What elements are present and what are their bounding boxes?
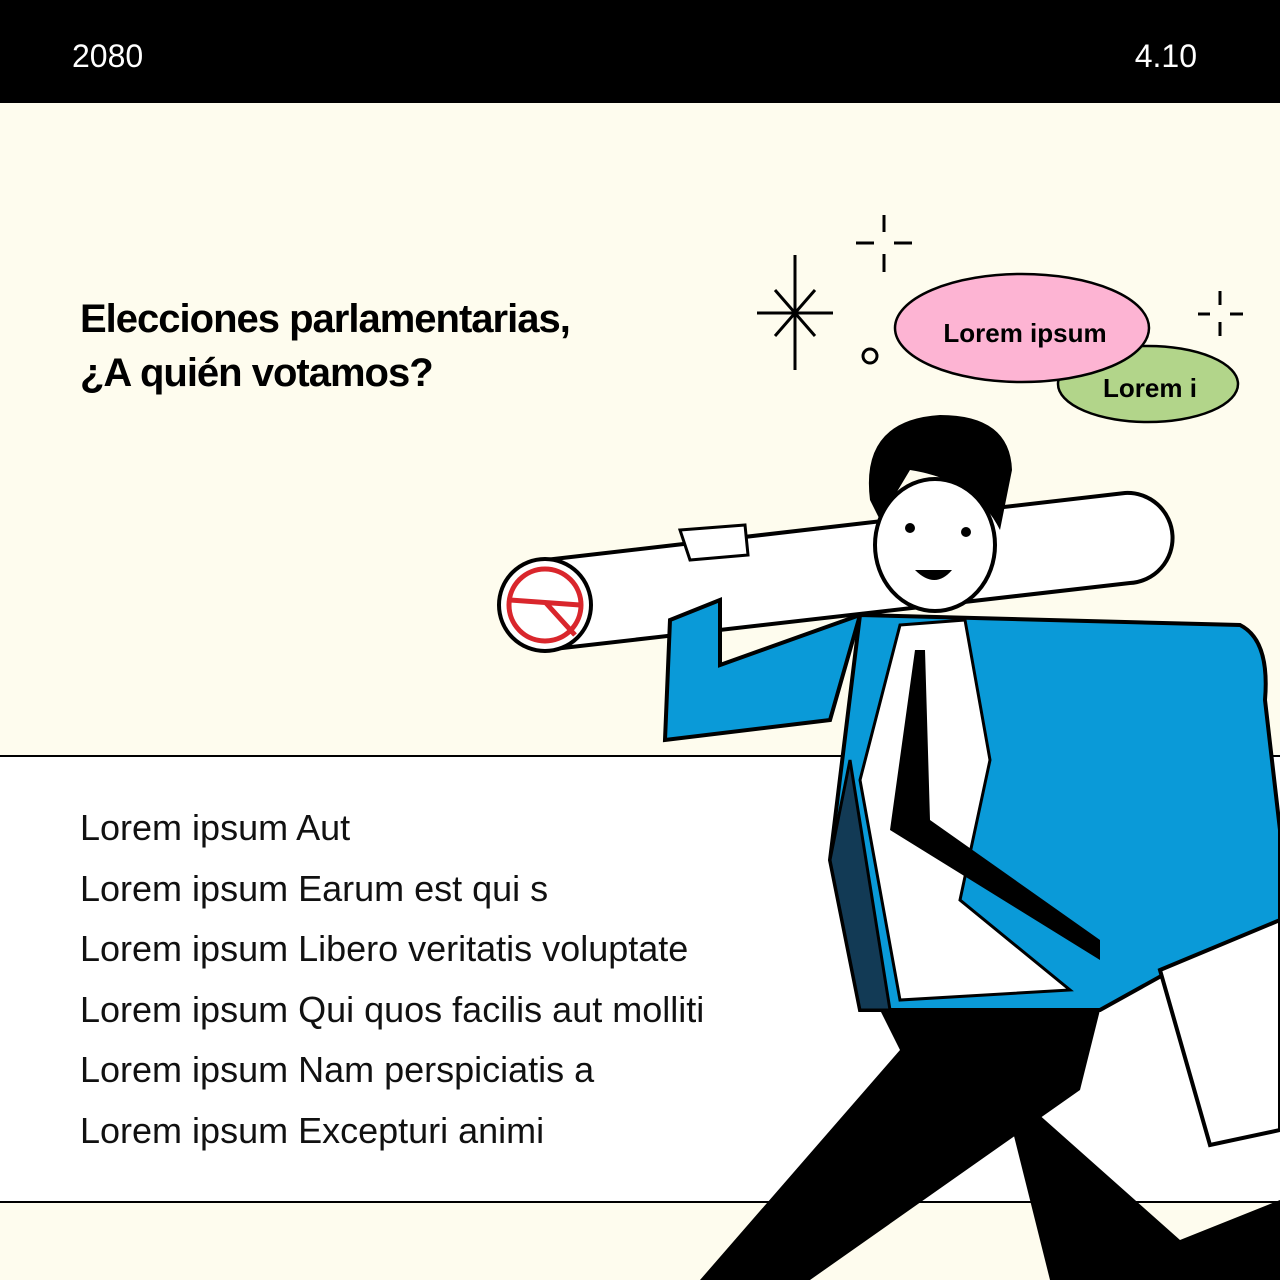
list-item: Lorem ipsum Libero veritatis voluptate: [80, 928, 689, 970]
list-item: Lorem ipsum Qui quos facilis aut molliti: [80, 988, 705, 1030]
list-item: Lorem ipsum Earum est qui s: [80, 867, 549, 909]
hand: [680, 525, 748, 560]
pink-bubble-label: Lorem ipsum: [943, 318, 1107, 348]
page-number: 4.10: [1134, 38, 1197, 74]
list-item: Lorem ipsum Aut: [80, 807, 351, 848]
year-label: 2080: [72, 38, 144, 74]
green-bubble-label: Lorem i: [1103, 373, 1197, 403]
eye: [961, 527, 971, 537]
title-line-1: Elecciones parlamentarias,: [80, 297, 570, 341]
list-item: Lorem ipsum Nam perspiciatis a: [80, 1049, 595, 1091]
title-line-2: ¿A quién votamos?: [80, 351, 433, 395]
eye: [905, 523, 915, 533]
list-item: Lorem ipsum Excepturi animi: [80, 1109, 545, 1151]
